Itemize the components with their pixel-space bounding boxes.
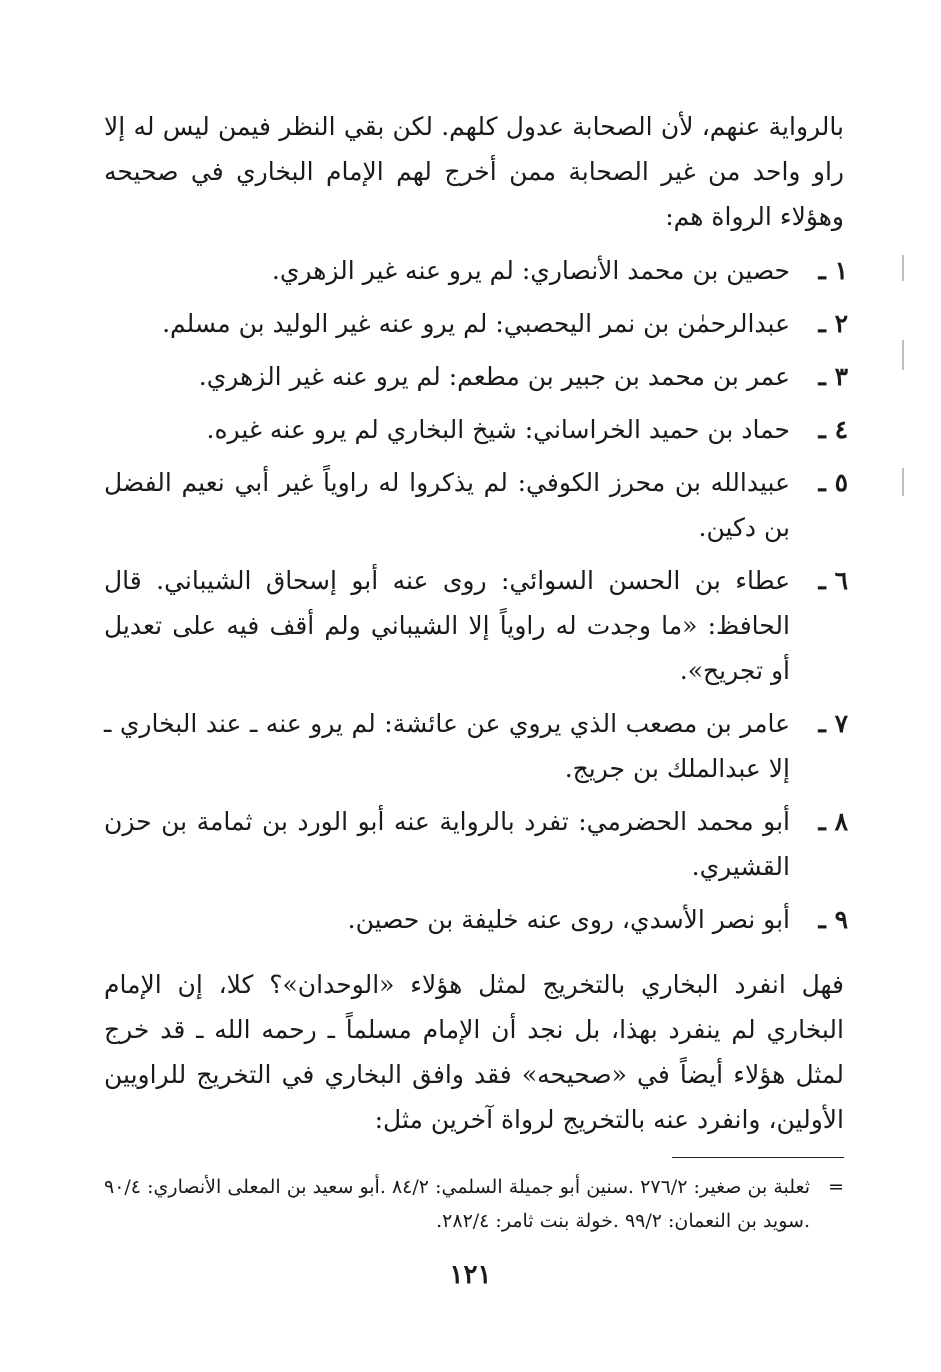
item-number: ٤ ـ — [818, 415, 848, 444]
list-item — [104, 558, 848, 693]
footnote — [104, 1170, 844, 1238]
scan-edge-mark — [902, 468, 904, 496]
item-number: ٨ ـ — [818, 807, 848, 836]
list-item — [104, 460, 848, 550]
item-number: ٥ ـ — [818, 468, 848, 497]
scan-edge-mark — [902, 255, 904, 281]
item-number: ٢ ـ — [818, 309, 848, 338]
item-text: عمر بن محمد بن جبير بن مطعم: لم يرو عنه غير الزهري. — [198, 362, 790, 391]
scan-edge-mark — [902, 340, 904, 370]
item-number: ٧ ـ — [818, 709, 848, 738]
intro-paragraph: بالرواية عنهم، لأن الصحابة عدول كلهم. لكن بقي النظر فيمن ليس له إلا راو واحد من غير الصحابة ممن أخرج لهم الإمام البخاري في صحيحه وهؤلاء الرواة هم: — [104, 112, 844, 231]
list-item — [104, 897, 848, 942]
list-item — [104, 799, 848, 889]
item-number: ٣ ـ — [818, 362, 848, 391]
item-text: عبدالرحمٰن بن نمر اليحصبي: لم يرو عنه غير الوليد بن مسلم. — [162, 309, 790, 338]
item-text: حصين بن محمد الأنصاري: لم يرو عنه غير الزهري. — [271, 256, 790, 285]
list-item — [104, 701, 848, 791]
item-number: ٩ ـ — [818, 905, 848, 934]
item-text: عطاء بن الحسن السوائي: روى عنه أبو إسحاق الشيباني. قال الحافظ: «ما وجدت له راوياً إلا الشيباني ولم أقف فيه على تعديل أو تجريح». — [104, 566, 790, 685]
list-item — [104, 248, 848, 293]
narrators-list — [104, 248, 848, 950]
item-text: عبيدالله بن محرز الكوفي: لم يذكروا له راوياً غير أبي نعيم الفضل بن دكين. — [104, 468, 790, 542]
page-number: ١٢١ — [449, 1260, 492, 1290]
item-text: حماد بن حميد الخراساني: شيخ البخاري لم يرو عنه غيره. — [206, 415, 790, 444]
footnote-separator — [672, 1157, 844, 1158]
closing-paragraph: فهل انفرد البخاري بالتخريج لمثل هؤلاء «الوحدان»؟ كلا، إن الإمام البخاري لم ينفرد بهذا، بل نجد أن الإمام مسلماً ـ رحمه الله ـ قد خرج لمثل هؤلاء أيضاً في «صحيحه» فقد وافق البخاري في التخريج للراويين الأولين، وانفرد عنه بالتخريج لرواة آخرين مثل: — [104, 970, 844, 1134]
footnote-continuation-mark: = — [828, 1176, 844, 1198]
item-number: ٦ ـ — [818, 566, 848, 595]
item-text: أبو نصر الأسدي، روى عنه خليفة بن حصين. — [347, 905, 790, 934]
item-text: أبو محمد الحضرمي: تفرد بالرواية عنه أبو الورد بن ثمامة بن حزن القشيري. — [104, 807, 790, 881]
list-item — [104, 301, 848, 346]
item-text: عامر بن مصعب الذي يروي عن عائشة: لم يرو عنه ـ عند البخاري ـ إلا عبدالملك بن جريج. — [104, 709, 790, 783]
item-number: ١ ـ — [818, 256, 848, 285]
list-item — [104, 354, 848, 399]
list-item — [104, 407, 848, 452]
footnote-text: ثعلبة بن صغير: ٢٧٦/٢ .سنين أبو جميلة السلمي: ٨٤/٢ .أبو سعيد بن المعلى الأنصاري: ٩٠/٤ .سويد بن النعمان: ٩٩/٢ .خولة بنت ثامر: ٢٨٢/٤. — [104, 1176, 810, 1232]
